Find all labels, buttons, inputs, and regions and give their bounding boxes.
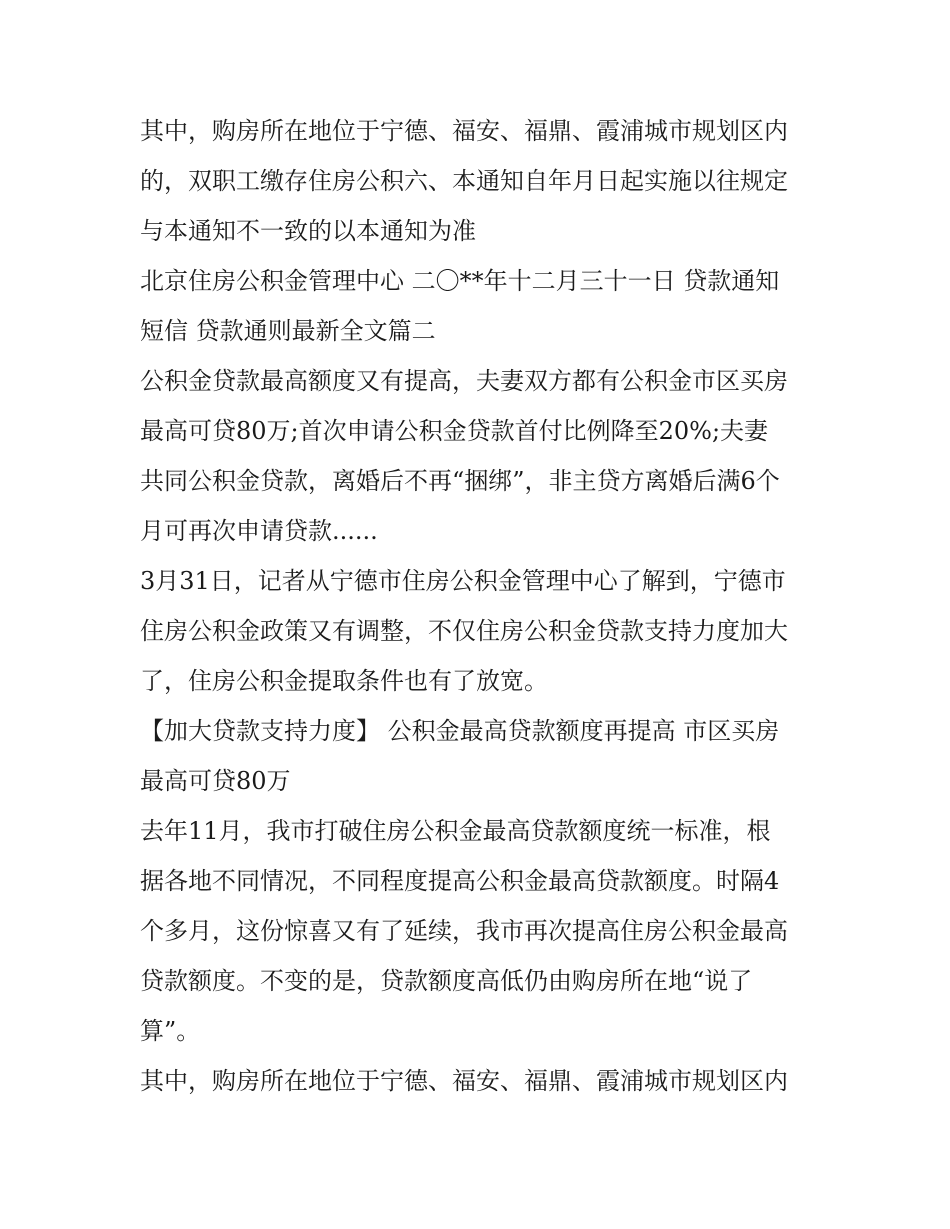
text-line: 最高可贷80万 <box>140 767 291 795</box>
paragraph-6 <box>140 806 830 1056</box>
text-line: 北京住房公积金管理中心 二〇**年十二月三十一日 贷款通知 <box>140 267 780 295</box>
text-line: 最高可贷80万;首次申请公积金贷款首付比例降至20%;夫妻 <box>140 417 769 445</box>
text-line: 了，住房公积金提取条件也有了放宽。 <box>140 667 548 695</box>
text-line: 贷款额度。不变的是，贷款额度高低仍由购房所在地“说了 <box>140 967 753 995</box>
text-line: 【加大贷款支持力度】 公积金最高贷款额度再提高 市区买房 <box>140 717 780 745</box>
paragraph-5-heading <box>140 706 830 806</box>
text-line: 其中，购房所在地位于宁德、福安、福鼎、霞浦城市规划区内 <box>140 117 788 145</box>
paragraph-1 <box>140 106 830 256</box>
text-line: 短信 贷款通则最新全文篇二 <box>140 317 436 345</box>
text-line: 住房公积金政策又有调整，不仅住房公积金贷款支持力度加大 <box>140 617 788 645</box>
text-line: 月可再次申请贷款...... <box>140 517 378 545</box>
text-line: 算”。 <box>140 1017 201 1045</box>
paragraph-4 <box>140 556 830 706</box>
text-line: 其中，购房所在地位于宁德、福安、福鼎、霞浦城市规划区内 <box>140 1067 788 1095</box>
text-line: 与本通知不一致的以本通知为准 <box>140 217 476 245</box>
paragraph-3 <box>140 356 830 556</box>
paragraph-2 <box>140 256 830 356</box>
document-body <box>140 106 830 1106</box>
paragraph-7 <box>140 1056 830 1106</box>
text-line: 共同公积金贷款，离婚后不再“捆绑”，非主贷方离婚后满6个 <box>140 467 780 495</box>
text-line: 3月31日，记者从宁德市住房公积金管理中心了解到，宁德市 <box>140 567 786 595</box>
text-line: 个多月，这份惊喜又有了延续，我市再次提高住房公积金最高 <box>140 917 788 945</box>
text-line: 据各地不同情况，不同程度提高公积金最高贷款额度。时隔4 <box>140 867 780 895</box>
text-line: 去年11月，我市打破住房公积金最高贷款额度统一标准，根 <box>140 817 771 845</box>
text-line: 的，双职工缴存住房公积六、本通知自年月日起实施以往规定 <box>140 167 788 195</box>
text-line: 公积金贷款最高额度又有提高，夫妻双方都有公积金市区买房 <box>140 367 788 395</box>
